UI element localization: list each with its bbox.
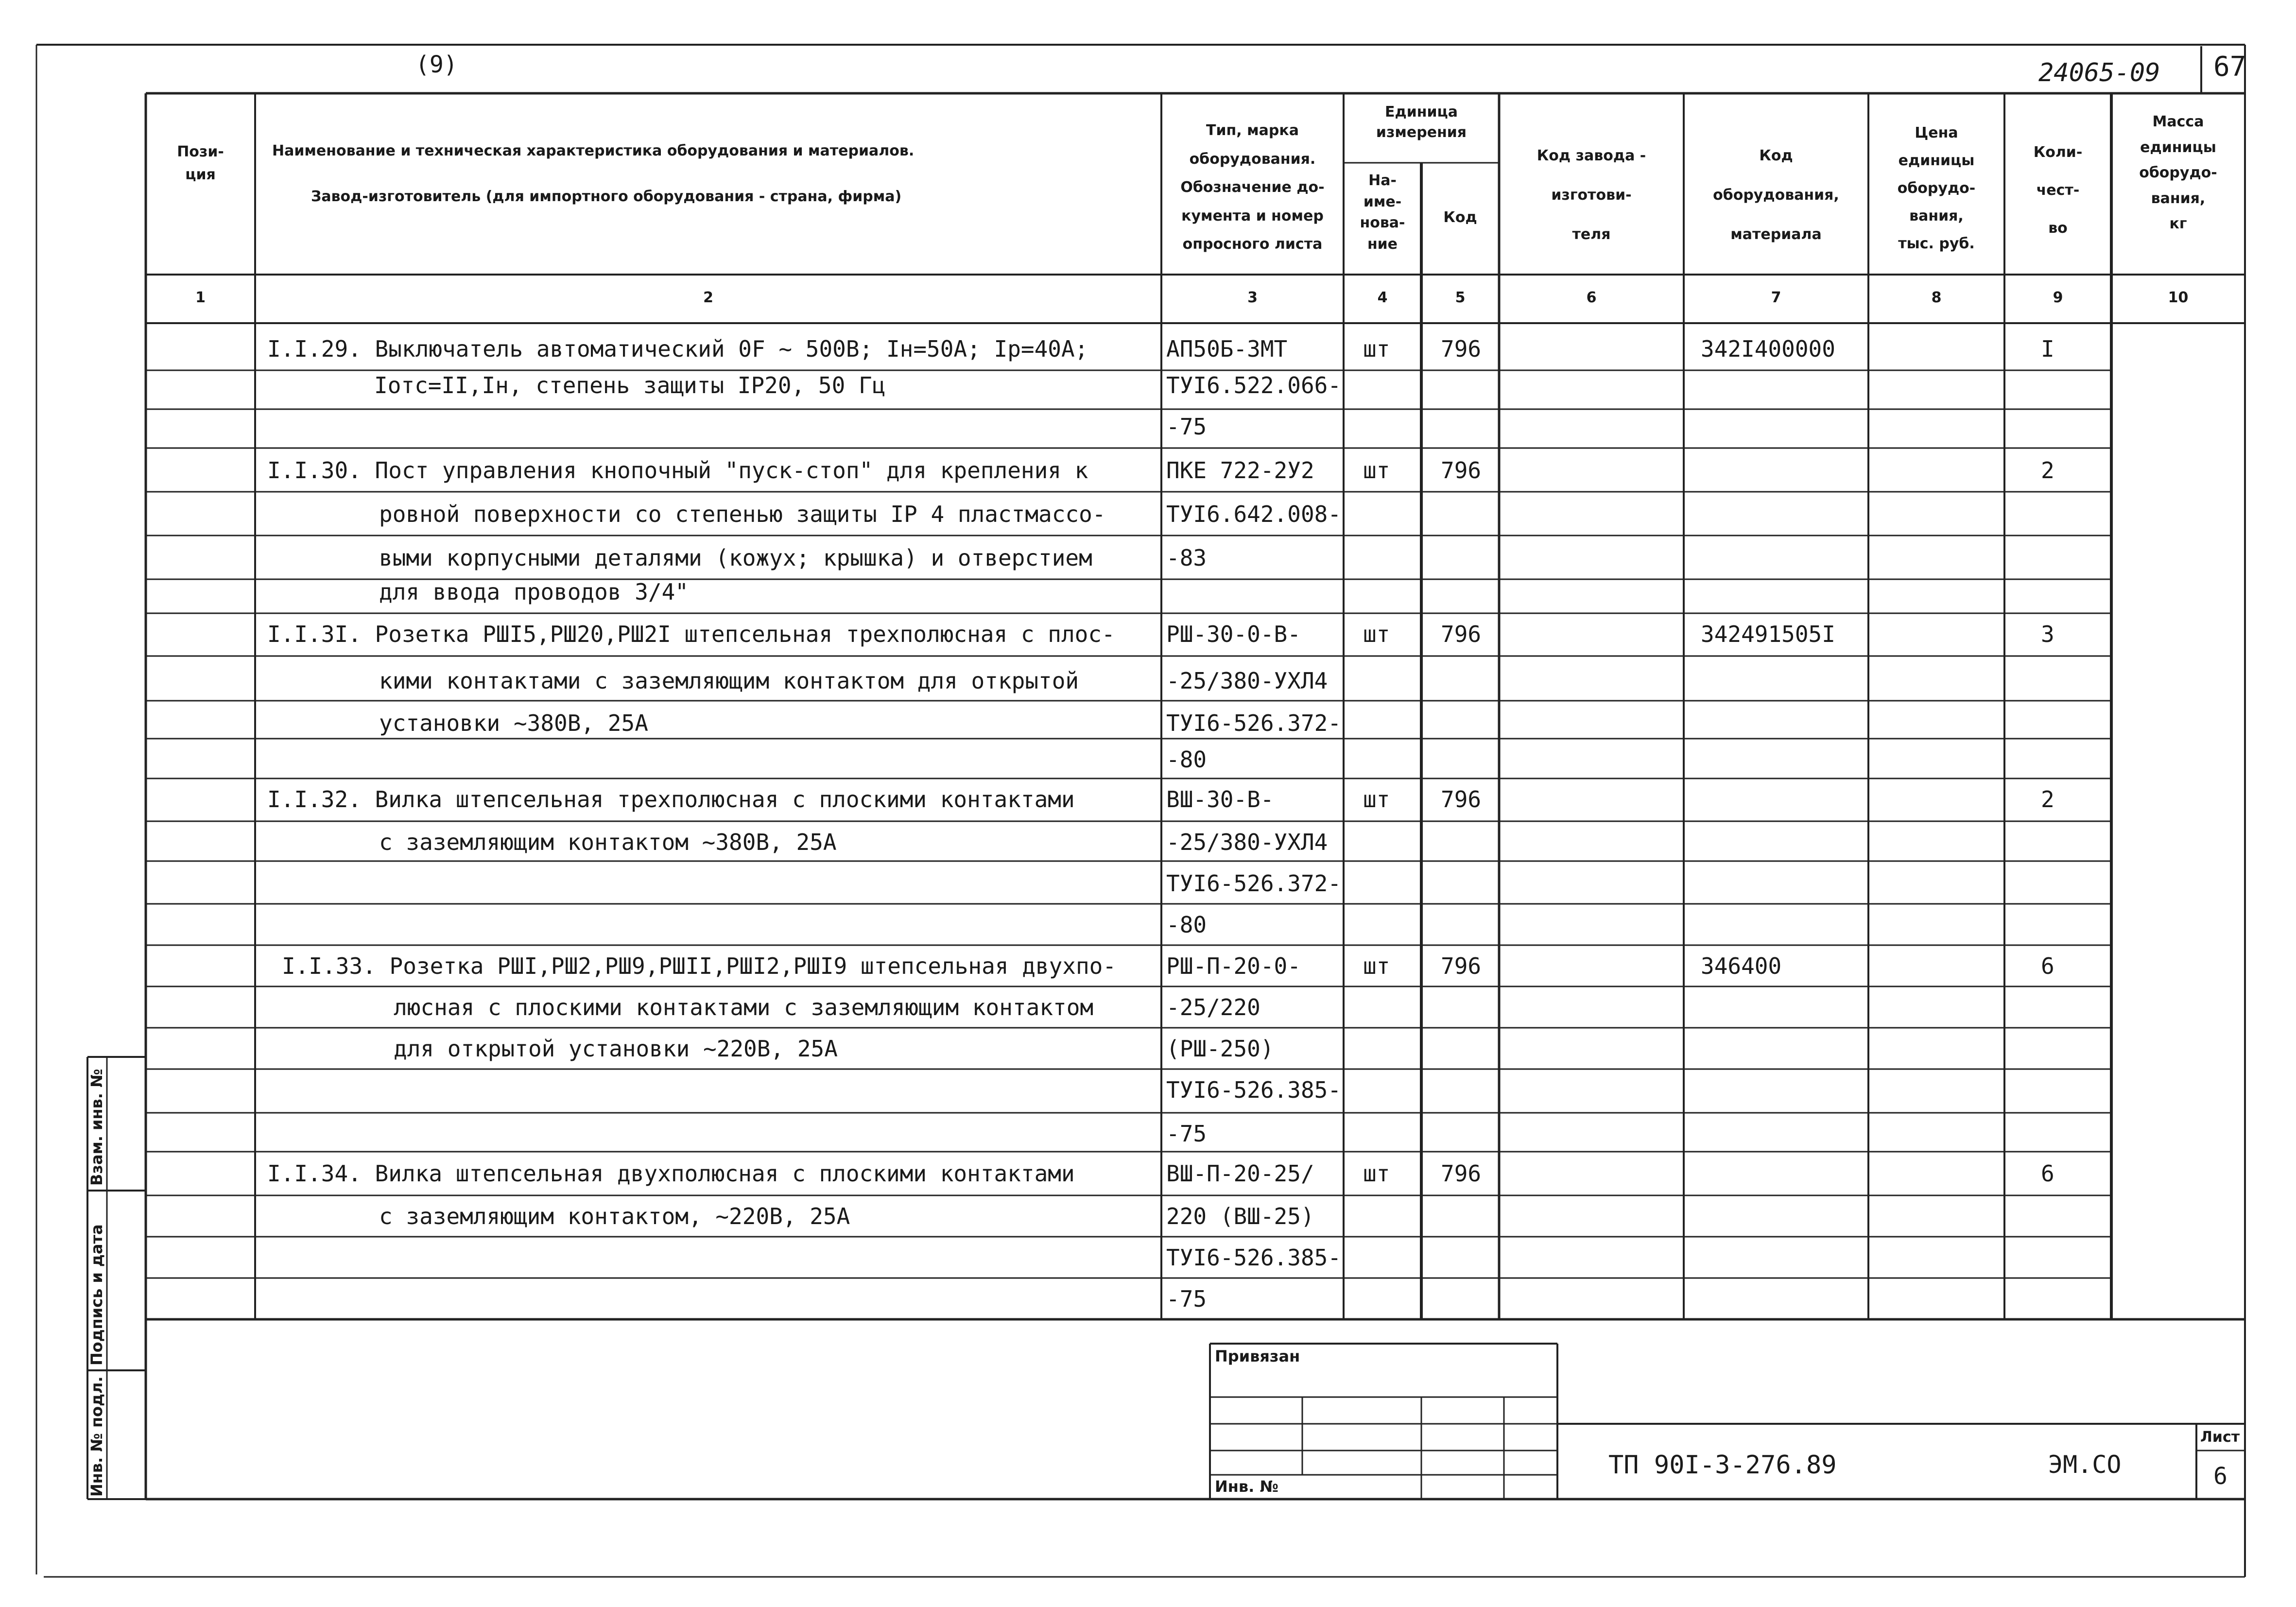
archive-number: 24065-09 — [2038, 58, 2160, 87]
item-unit-code: 796 — [1441, 621, 1482, 647]
colnum-10: 10 — [2168, 289, 2189, 306]
header-price: Цена единицы оборудо- вания, тыс. руб. — [1897, 124, 1976, 252]
item-equipment-code: 346400 — [1701, 953, 1782, 979]
item-description: I.I.32. Вилка штепсельная трехполюсная с плоскими контактами — [267, 786, 1075, 812]
item-type-designation: РШ-П-20-0- — [1166, 953, 1301, 979]
title-block-privyazan: Привязан — [1215, 1347, 1300, 1365]
item-unit-name: шт — [1363, 786, 1390, 812]
item-description: с заземляющим контактом ~380В, 25А — [379, 829, 837, 855]
item-unit-code: 796 — [1441, 1160, 1482, 1187]
header-unit-code: Код — [1443, 209, 1477, 226]
colnum-7: 7 — [1771, 289, 1781, 306]
item-quantity: 2 — [2041, 786, 2054, 812]
colnum-4: 4 — [1377, 289, 1388, 306]
item-type-designation: -25/220 — [1166, 994, 1260, 1020]
item-type-designation: ТУI6-526.385- — [1166, 1244, 1342, 1271]
item-type-designation: -80 — [1166, 912, 1207, 938]
list-label: Лист — [2200, 1429, 2240, 1446]
header-position: Пози- ция — [177, 143, 224, 183]
item-description: Iотс=II,Iн, степень защиты IP20, 50 Гц — [374, 372, 886, 398]
item-type-designation: АП50Б-3МТ — [1166, 336, 1288, 362]
item-unit-name: шт — [1363, 457, 1390, 484]
item-description: с заземляющим контактом, ~220В, 25А — [379, 1203, 850, 1229]
item-type-designation: (РШ-250) — [1166, 1036, 1274, 1062]
colnum-9: 9 — [2053, 289, 2063, 306]
item-quantity: 6 — [2041, 953, 2054, 979]
side-stamp-inv-podl: Инв. № подл. — [87, 1376, 106, 1497]
item-unit-name: шт — [1363, 621, 1390, 647]
item-type-designation: ТУI6-526.372- — [1166, 710, 1342, 736]
item-description: кими контактами с заземляющим контактом для открытой — [379, 668, 1079, 694]
colnum-3: 3 — [1247, 289, 1258, 306]
item-description: люсная с плоскими контактами с заземляющим контактом — [394, 994, 1094, 1020]
header-equipment-code: Код оборудования, материала — [1713, 147, 1839, 243]
item-description: выми корпусными деталями (кожух; крышка) и отверстием — [379, 545, 1092, 571]
page-number: 67 — [2213, 51, 2246, 83]
item-type-designation: ТУI6-526.372- — [1166, 870, 1342, 897]
item-type-designation: ВШ-П-20-25/ — [1166, 1160, 1314, 1187]
item-unit-code: 796 — [1441, 786, 1482, 812]
colnum-6: 6 — [1586, 289, 1597, 306]
item-type-designation: 220 (ВШ-25) — [1166, 1203, 1314, 1229]
document-section: ЭМ.СО — [2048, 1451, 2122, 1479]
item-quantity: 6 — [2041, 1160, 2054, 1187]
item-type-designation: ТУI6-526.385- — [1166, 1077, 1342, 1103]
header-unit-group: Единица измерения — [1376, 104, 1467, 141]
item-unit-name: шт — [1363, 953, 1390, 979]
colnum-1: 1 — [195, 289, 206, 306]
item-type-designation: -80 — [1166, 746, 1207, 773]
side-stamp-vzam: Взам. инв. № — [87, 1069, 106, 1186]
side-stamp-podpis: Подпись и дата — [87, 1224, 106, 1365]
item-quantity: 3 — [2041, 621, 2054, 647]
item-type-designation: -75 — [1166, 1286, 1207, 1312]
item-type-designation: ТУI6.522.066- — [1166, 372, 1342, 398]
colnum-2: 2 — [703, 289, 713, 306]
header-unit-name: На- име- нова- ние — [1360, 172, 1405, 253]
item-equipment-code: 342491505I — [1701, 621, 1835, 647]
item-equipment-code: 342I400000 — [1701, 336, 1835, 362]
item-unit-name: шт — [1363, 1160, 1390, 1187]
item-description: I.I.33. Розетка РШI,РШ2,РШ9,РШII,РШI2,РШI9 штепсельная двухпо- — [282, 953, 1117, 979]
item-type-designation: ТУI6.642.008- — [1166, 501, 1342, 527]
item-quantity: 2 — [2041, 457, 2054, 484]
colnum-5: 5 — [1455, 289, 1466, 306]
item-type-designation: -75 — [1166, 414, 1207, 440]
item-description: I.I.34. Вилка штепсельная двухполюсная с плоскими контактами — [267, 1160, 1075, 1187]
header-name-line2: Завод-изготовитель (для импортного оборудования - страна, фирма) — [311, 188, 902, 205]
item-description: ровной поверхности со степенью защиты IP 4 пластмассо- — [379, 501, 1106, 527]
item-type-designation: -83 — [1166, 545, 1207, 571]
header-type: Тип, марка оборудования. Обозначение до- кумента и номер опросного листа — [1180, 122, 1325, 253]
item-description: I.I.3I. Розетка РШI5,РШ20,РШ2I штепсельная трехполюсная с плос- — [267, 621, 1115, 647]
header-factory-code: Код завода - изготови- теля — [1536, 147, 1646, 243]
colnum-8: 8 — [1931, 289, 1942, 306]
item-type-designation: ВШ-30-В- — [1166, 786, 1274, 812]
item-unit-code: 796 — [1441, 457, 1482, 484]
item-description: для открытой установки ~220В, 25А — [394, 1036, 838, 1062]
header-mass: Масса единицы оборудо- вания, кг — [2139, 113, 2217, 232]
sheet-label: (9) — [415, 51, 458, 78]
item-type-designation: -25/380-УХЛ4 — [1166, 668, 1328, 694]
item-unit-code: 796 — [1441, 953, 1482, 979]
item-type-designation: ПКЕ 722-2У2 — [1166, 457, 1314, 484]
item-description: I.I.29. Выключатель автоматический 0F ~ 500В; Iн=50А; Iр=40А; — [267, 336, 1088, 362]
item-description: I.I.30. Пост управления кнопочный "пуск-стоп" для крепления к — [267, 457, 1088, 484]
header-quantity: Коли- чест- во — [2033, 144, 2083, 237]
item-description: для ввода проводов 3/4" — [379, 579, 689, 605]
item-unit-name: шт — [1363, 336, 1390, 362]
item-unit-code: 796 — [1441, 336, 1482, 362]
item-quantity: I — [2041, 336, 2054, 362]
item-type-designation: РШ-30-0-В- — [1166, 621, 1301, 647]
list-number: 6 — [2213, 1463, 2227, 1490]
title-block-inv-no: Инв. № — [1215, 1477, 1278, 1496]
document-code: ТП 90I-3-276.89 — [1608, 1451, 1837, 1480]
header-name-line1: Наименование и техническая характеристика оборудования и материалов. — [272, 142, 915, 159]
item-description: установки ~380В, 25А — [379, 710, 648, 736]
item-type-designation: -25/380-УХЛ4 — [1166, 829, 1328, 855]
item-type-designation: -75 — [1166, 1121, 1207, 1147]
